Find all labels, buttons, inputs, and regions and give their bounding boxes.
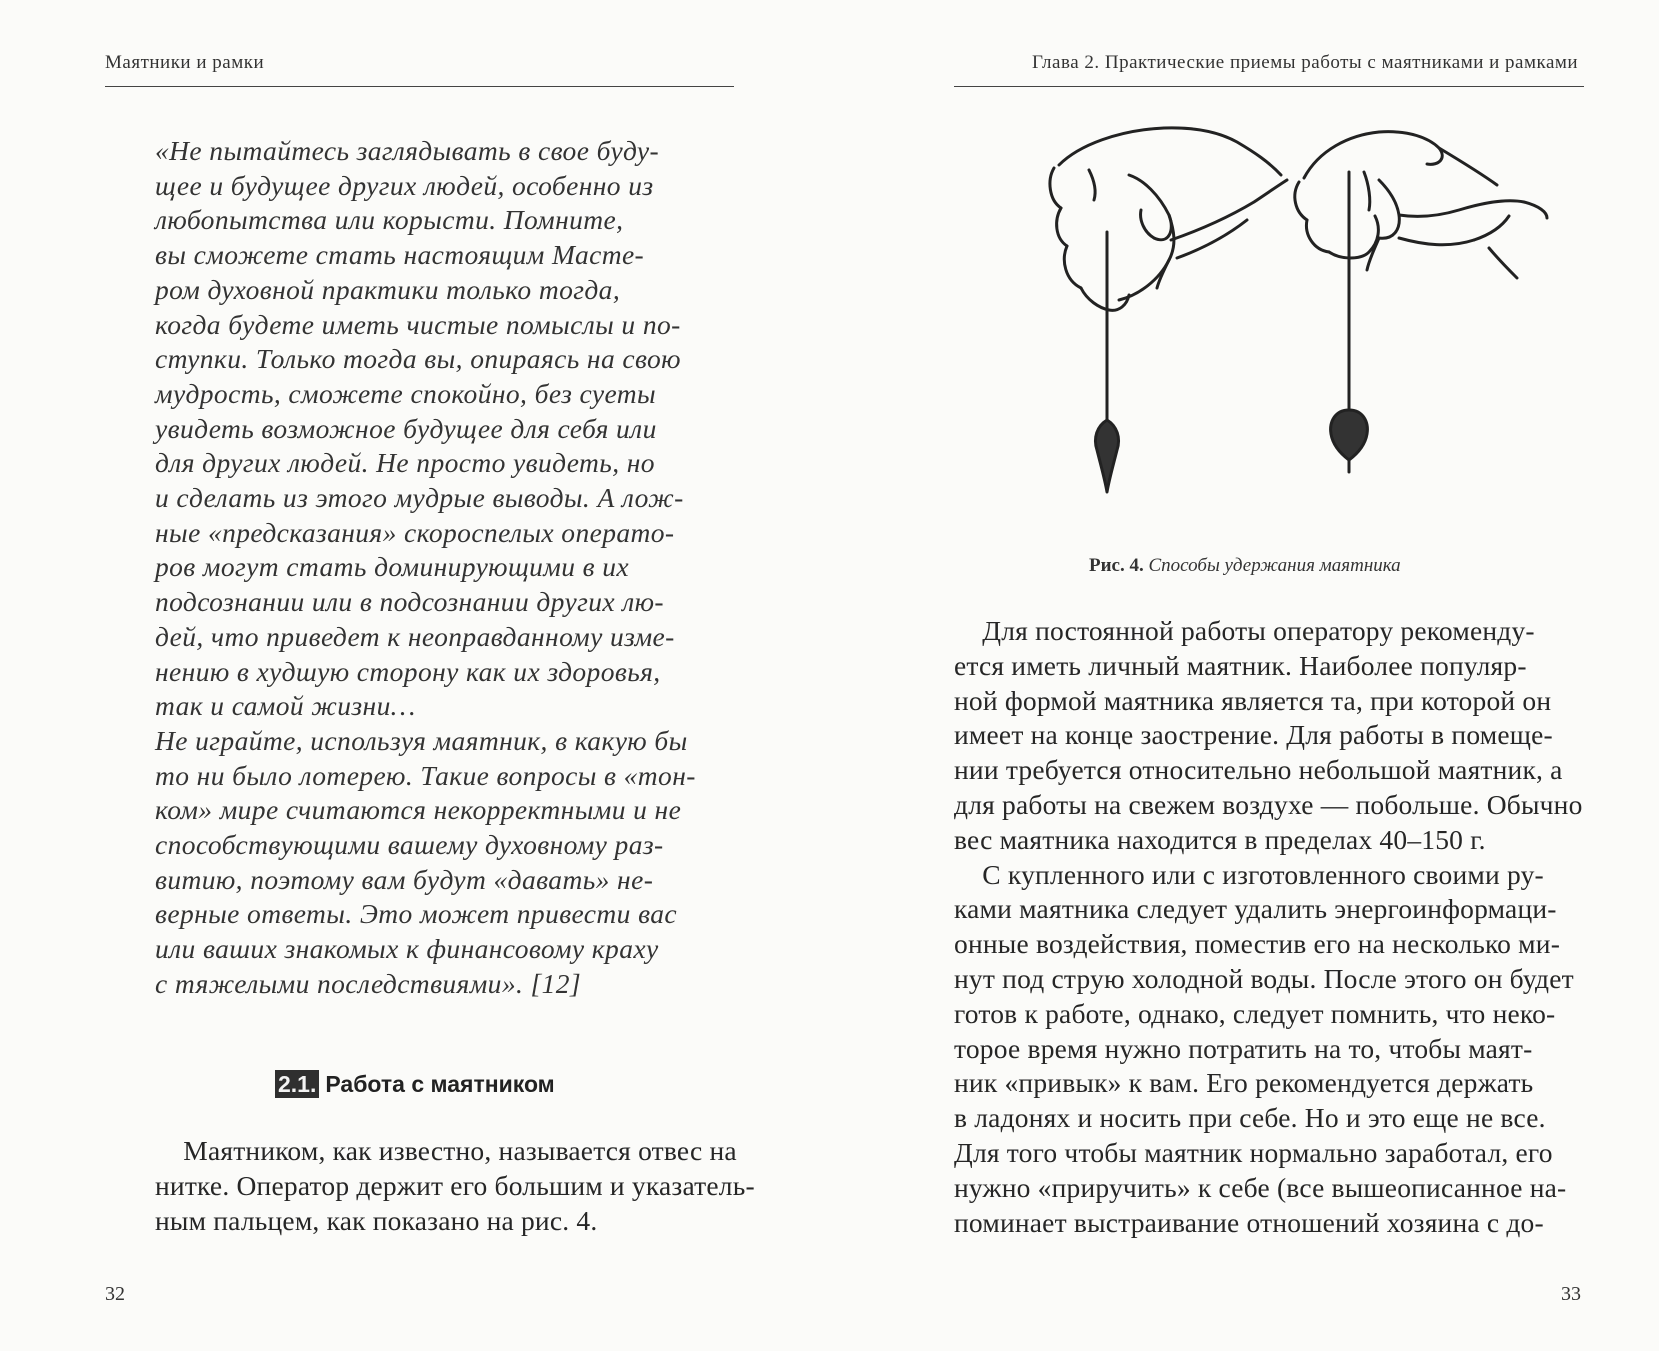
section-heading bbox=[275, 1071, 555, 1098]
figure-caption-text: Способы удержания маятника bbox=[1148, 555, 1401, 576]
quote-line: мудрость, сможете спокойно, без суеты bbox=[155, 377, 657, 409]
quote-line: ступки. Только тогда вы, опираясь на свою bbox=[155, 343, 681, 375]
body-line: С купленного или с изготовленного своими ру- bbox=[954, 858, 1544, 890]
body-line: в ладонях и носить при себе. Но и это еще не все. bbox=[954, 1102, 1546, 1134]
quote-line: «Не пытайтесь заглядывать в свое буду- bbox=[155, 135, 660, 166]
body-line: вес маятника находится в пределах 40–150 г. bbox=[954, 823, 1486, 855]
running-head-right: Глава 2. Практические приемы работы с маятниками и рамками bbox=[1032, 52, 1579, 73]
right-body-text bbox=[954, 614, 1594, 1240]
quote-line: ком» мире считаются некорректными и не bbox=[155, 794, 682, 826]
body-line: ками маятника следует удалить энергоинформаци- bbox=[954, 893, 1557, 925]
quote-line: вы сможете стать настоящим Масте- bbox=[155, 239, 645, 271]
quote-line: подсознании или в подсознании других лю- bbox=[155, 586, 664, 618]
quote-line: Не играйте, используя маятник, в какую бы bbox=[155, 724, 688, 756]
quote-line: когда будете иметь чистые помыслы и по- bbox=[155, 308, 681, 340]
left-body-text bbox=[155, 1134, 755, 1238]
section-title: Работа с маятником bbox=[325, 1071, 555, 1097]
body-line: нии требуется относительно небольшой маятник, а bbox=[954, 754, 1563, 786]
running-head-left: Маятники и рамки bbox=[105, 52, 265, 73]
body-line: для работы на свежем воздухе — побольше. Обычно bbox=[954, 788, 1583, 820]
quote-line: для других людей. Не просто увидеть, но bbox=[155, 447, 655, 479]
figure-illustration bbox=[969, 120, 1589, 520]
quote-line: ные «предсказания» скороспелых операто- bbox=[155, 516, 675, 548]
body-line: торое время нужно потратить на то, чтобы маят- bbox=[954, 1032, 1533, 1064]
figure-caption bbox=[1089, 555, 1401, 577]
page-number-left: 32 bbox=[105, 1283, 125, 1305]
right-page bbox=[829, 0, 1659, 1351]
pendulum-hands-icon bbox=[969, 120, 1589, 520]
quote-line: увидеть возможное будущее для себя или bbox=[155, 412, 657, 444]
body-line: поминает выстраивание отношений хозяина с до- bbox=[954, 1206, 1544, 1238]
right-hand-icon bbox=[1295, 132, 1547, 472]
page-number-right: 33 bbox=[1561, 1283, 1581, 1305]
quote-block bbox=[155, 134, 696, 1002]
quote-line: ров могут стать доминирующими в их bbox=[155, 551, 630, 583]
body-line: онные воздействия, поместив его на несколько ми- bbox=[954, 928, 1561, 960]
body-line: Для того чтобы маятник нормально заработал, его bbox=[954, 1136, 1553, 1168]
left-hand-icon bbox=[1050, 128, 1287, 492]
body-line: Маятником, как известно, называется отвес на bbox=[155, 1135, 737, 1166]
body-line: ник «привык» к вам. Его рекомендуется держать bbox=[954, 1067, 1534, 1099]
left-page bbox=[0, 0, 829, 1351]
body-line: готов к работе, однако, следует помнить, что неко- bbox=[954, 997, 1556, 1029]
quote-line: и сделать из этого мудрые выводы. А лож- bbox=[155, 482, 684, 514]
quote-line: способствующими вашему духовному раз- bbox=[155, 829, 664, 861]
body-line: нитке. Оператор держит его большим и указатель- bbox=[155, 1169, 755, 1201]
quote-line: витию, поэтому вам будут «давать» не- bbox=[155, 863, 654, 895]
body-line: Для постоянной работы оператору рекоменду- bbox=[954, 615, 1535, 646]
body-line: ным пальцем, как показано на рис. 4. bbox=[155, 1204, 598, 1236]
body-line: имеет на конце заострение. Для работы в помеще- bbox=[954, 719, 1553, 751]
quote-line: щее и будущее других людей, особенно из bbox=[155, 169, 654, 201]
body-line: нут под струю холодной воды. После этого он будет bbox=[954, 962, 1574, 994]
quote-line: нению в худшую сторону как их здоровья, bbox=[155, 655, 661, 687]
quote-line: ром духовной практики только тогда, bbox=[155, 273, 621, 305]
section-number: 2.1. bbox=[275, 1070, 319, 1098]
quote-line: или ваших знакомых к финансовому краху bbox=[155, 933, 659, 965]
quote-line: с тяжелыми последствиями». [12] bbox=[155, 967, 582, 999]
quote-line: любопытства или корысти. Помните, bbox=[155, 204, 624, 236]
body-line: ной формой маятника является та, при которой он bbox=[954, 684, 1552, 716]
quote-line: верные ответы. Это может привести вас bbox=[155, 898, 677, 930]
header-rule-left bbox=[105, 86, 734, 87]
figure-label: Рис. 4. bbox=[1089, 555, 1144, 576]
header-rule-right bbox=[954, 86, 1584, 87]
body-line: нужно «приручить» к себе (все вышеописанное на- bbox=[954, 1171, 1567, 1203]
body-line: ется иметь личный маятник. Наиболее популяр- bbox=[954, 649, 1527, 681]
quote-line: так и самой жизни… bbox=[155, 690, 416, 722]
quote-line: то ни было лотерею. Такие вопросы в «тон- bbox=[155, 759, 696, 791]
quote-line: дей, что приведет к неоправданному изме- bbox=[155, 620, 675, 652]
